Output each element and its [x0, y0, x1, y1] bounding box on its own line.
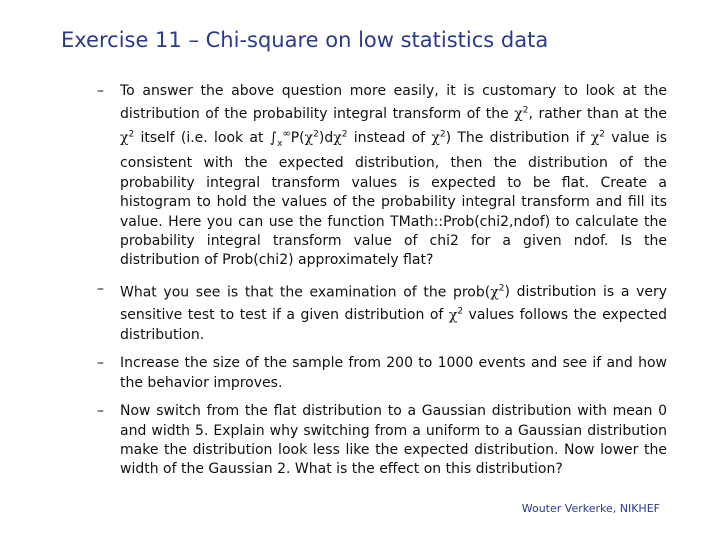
bullet-list	[97, 82, 667, 489]
chi-symbol: χ	[448, 307, 458, 324]
bullet-dash: –	[97, 355, 104, 372]
bullet-item	[97, 402, 667, 480]
bullet-item	[97, 82, 667, 271]
bullet-dash: –	[97, 280, 104, 297]
chi-symbol: χ	[590, 130, 600, 147]
chi-symbol: χ	[490, 284, 499, 301]
chi-symbol: χ	[333, 130, 342, 147]
bullet-text: To answer the above question more easily, it is customary to look at the distribution of the probability integral transform of the $\chi^2$, rather than at the $\chi^2$ itself (i.e. look at $\int_x^\infty P(\chi^2)d\chi^2$ instead of $\chi^2$) The distribution if $\chi^2$ value is consistent with the expected distribution, then the distribution of the probability integral transform values is expected to be flat. Create a histogram to hold the values of the probability integral transform and fill its value. Here you can use the function TMath::Prob(chi2,ndof) to calculate the probability integral transform value of chi2 for a given ndof. Is the distribution of Prob(chi2) approximately flat?	[120, 83, 668, 269]
chi-symbol: χ	[431, 130, 440, 147]
chi-symbol: χ	[304, 130, 314, 147]
bullet-text: Increase the size of the sample from 200 to 1000 events and see if and how the behavior improves.	[120, 355, 667, 391]
bullet-item	[97, 280, 667, 346]
bullet-item	[97, 354, 667, 393]
slide-title: Exercise 11 – Chi-square on low statistics data	[61, 28, 549, 52]
bullet-text: Now switch from the flat distribution to a Gaussian distribution with mean 0 and width 5. Explain why switching from a uniform to a Gaussian distribution make the distribution look less like the expected distribution. Now lower the width of the Gaussian 2. What is the effect on this distribution?	[120, 403, 667, 478]
chi-symbol: χ	[514, 106, 523, 123]
chi-symbol: χ	[120, 130, 129, 147]
slide-footer: Wouter Verkerke, NIKHEF	[521, 502, 660, 515]
bullet-dash: –	[97, 83, 104, 99]
bullet-dash: –	[97, 403, 104, 420]
bullet-text: What you see is that the examination of the $prob(\chi^2)$ distribution is a very sensitive test to test if a given distribution of $\chi^2$ values follows the expected distribution.	[120, 283, 668, 343]
